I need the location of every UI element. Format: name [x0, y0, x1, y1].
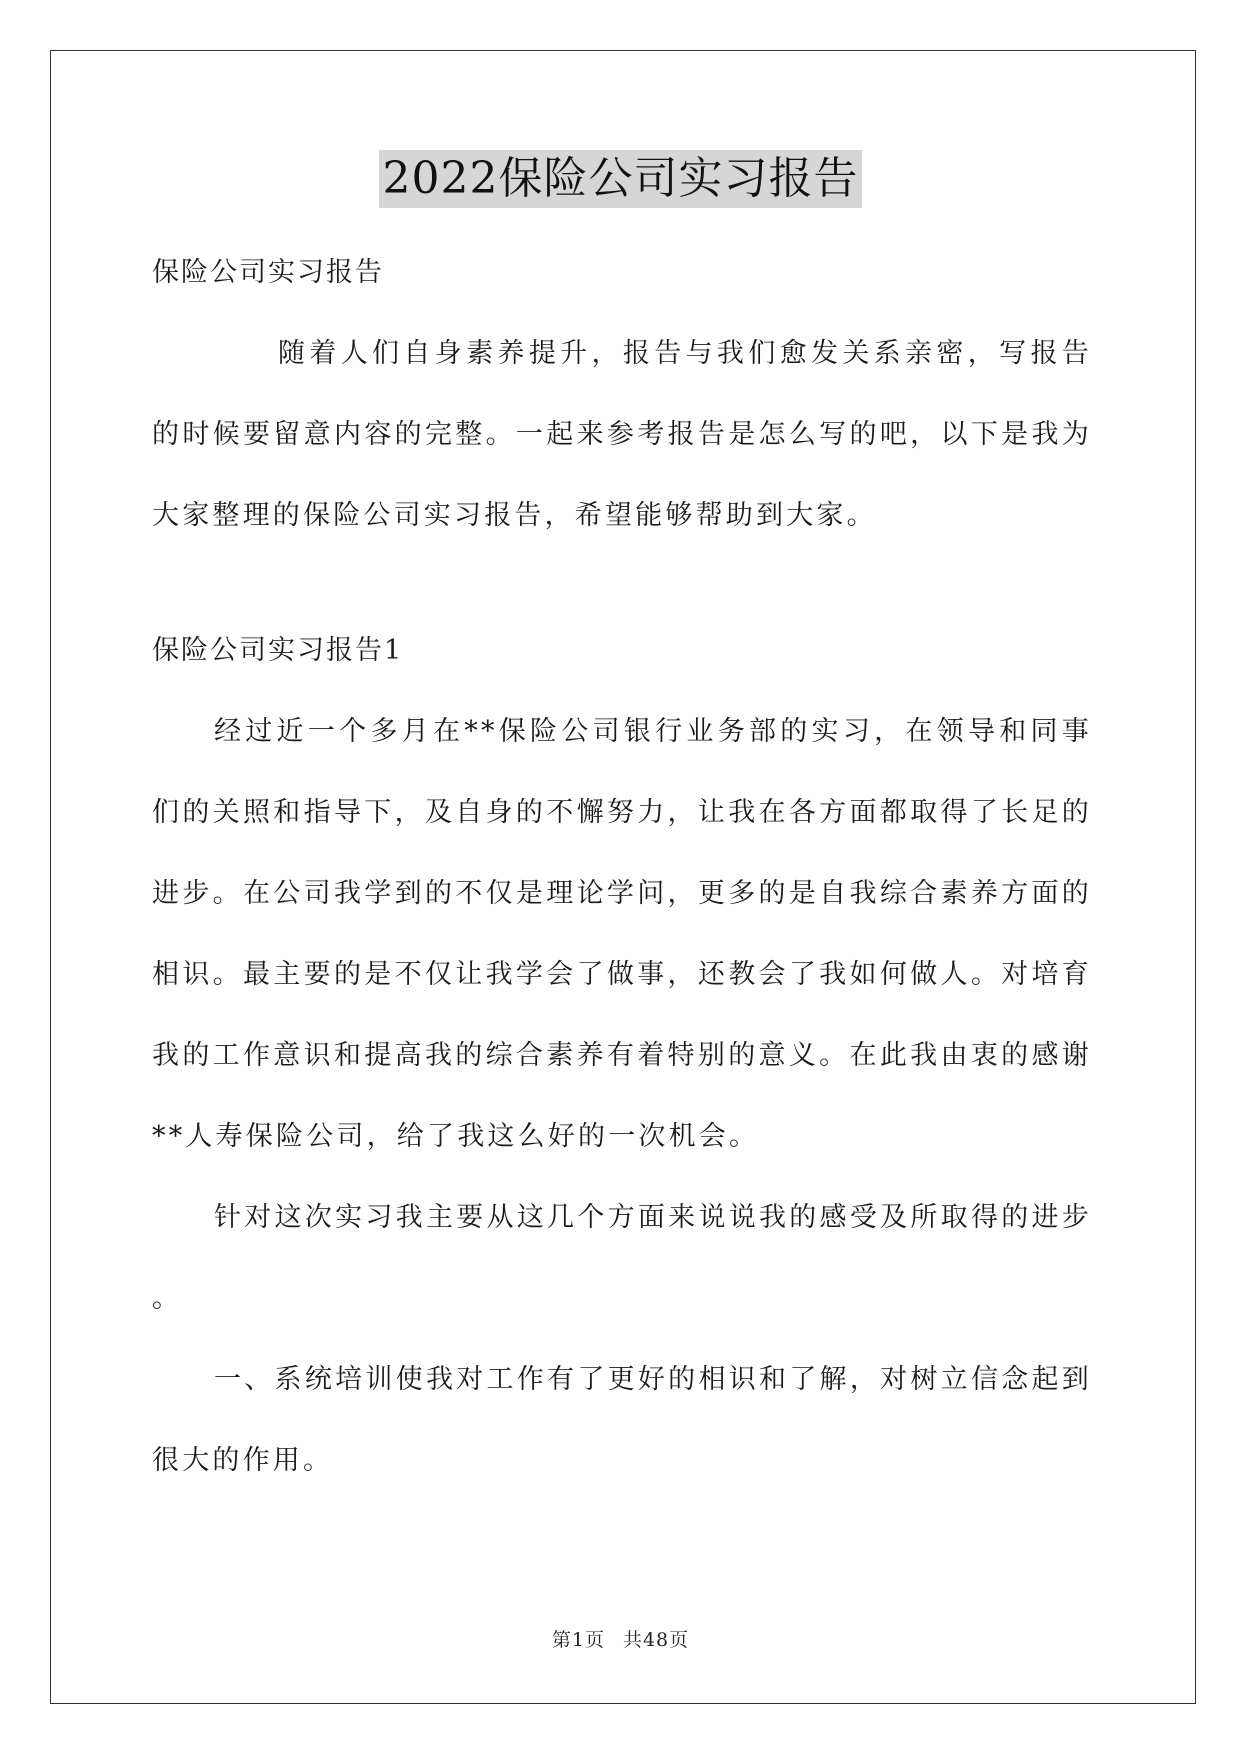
section-heading: 保险公司实习报告1	[152, 635, 404, 666]
document-subtitle: 保险公司实习报告	[152, 257, 384, 288]
page-footer	[0, 1628, 1241, 1652]
body-paragraph-2: 针对这次实习我主要从这几个方面来说说我的感受及所取得的进步 。	[152, 1202, 1092, 1314]
page-number: 第1页	[551, 1629, 605, 1651]
section-spacer	[152, 556, 1092, 610]
title-area	[0, 150, 1241, 208]
document-body	[152, 232, 1092, 1501]
page-total: 共48页	[622, 1629, 690, 1651]
body-paragraph-3: 一、系统培训使我对工作有了更好的相识和了解，对树立信念起到很大的作用。	[152, 1364, 1092, 1476]
document-title: 2022保险公司实习报告	[379, 150, 863, 208]
intro-paragraph: 随着人们自身素养提升，报告与我们愈发关系亲密，写报告的时候要留意内容的完整。一起来参考报告是怎么写的吧，以下是我为大家整理的保险公司实习报告，希望能够帮助到大家。	[152, 338, 1092, 531]
body-paragraph-1: 经过近一个多月在**保险公司银行业务部的实习，在领导和同事们的关照和指导下，及自身的不懈努力，让我在各方面都取得了长足的进步。在公司我学到的不仅是理论学问，更多的是自我综合素养方面的相识。最主要的是不仅让我学会了做事，还教会了我如何做人。对培育我的工作意识和提高我的综合素养有着特别的意义。在此我由衷的感谢**人寿保险公司，给了我这么好的一次机会。	[152, 716, 1092, 1152]
